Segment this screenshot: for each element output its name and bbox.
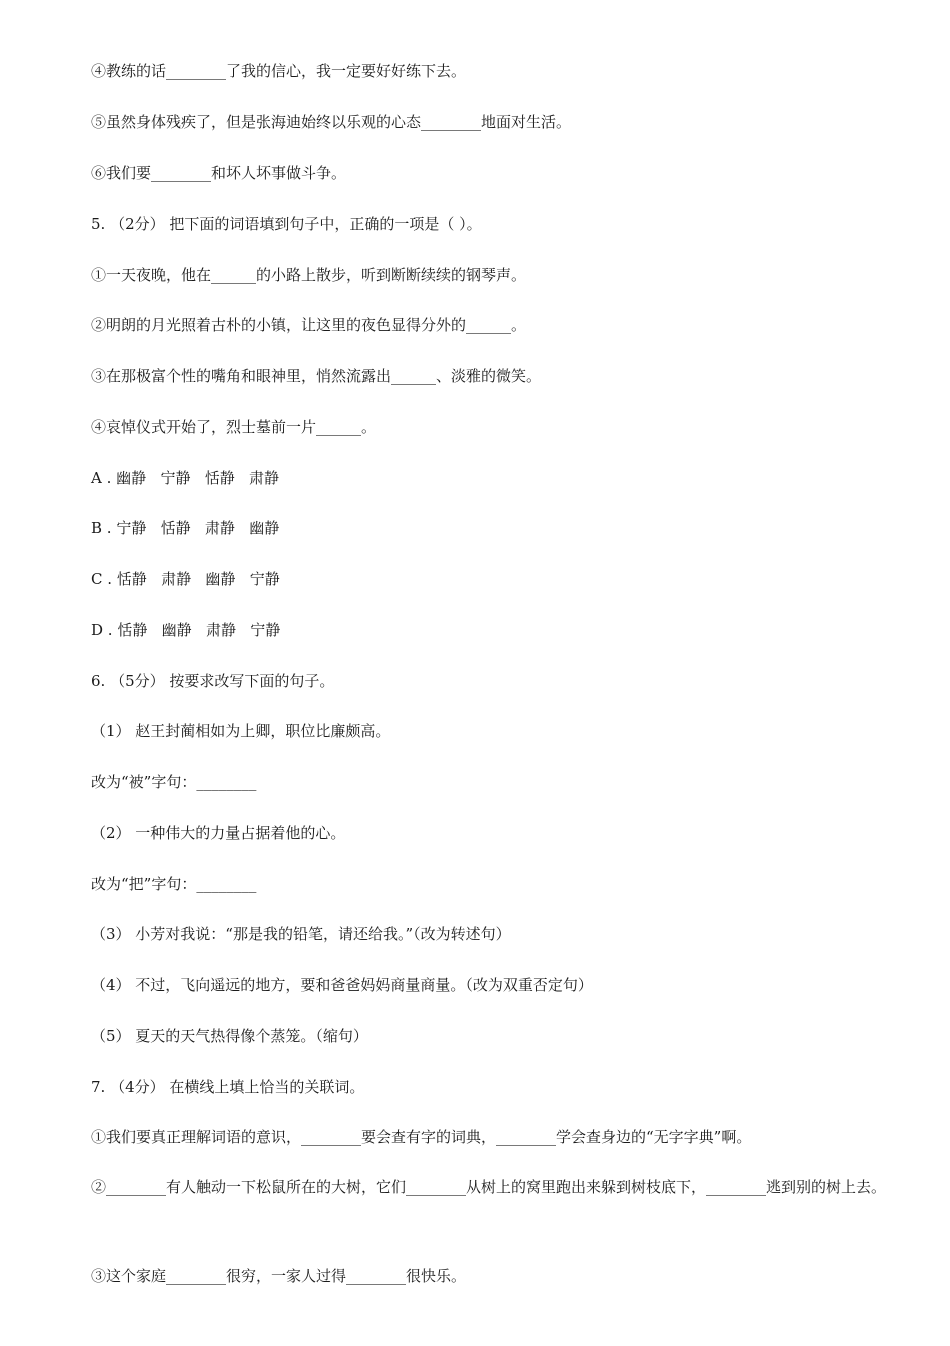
- question-5-sentence-1: ①一天夜晚，他在______的小路上散步，听到断断续续的钢琴声。: [91, 266, 527, 284]
- question-5-option-c: C . 恬静 肃静 幽静 宁静: [91, 570, 280, 588]
- question-5-option-d: D . 恬静 幽静 肃静 宁静: [91, 621, 281, 639]
- question-6-heading: 6. （5分） 按要求改写下面的句子。: [91, 672, 335, 690]
- question-5-sentence-4: ④哀悼仪式开始了，烈士墓前一片______。: [91, 418, 377, 436]
- question-5-heading: 5. （2分） 把下面的词语填到句子中，正确的一项是（ ）。: [91, 215, 482, 233]
- question-5-option-b: B . 宁静 恬静 肃静 幽静: [91, 519, 280, 537]
- question-6-item-2-answer: 改为“把”字句：________: [91, 875, 257, 893]
- question-7-item-1: ①我们要真正理解词语的意识，________要会查有字的词典，________学会查身边的“无字字典”啊。: [91, 1128, 752, 1146]
- question-6-item-1-answer: 改为“被”字句：________: [91, 773, 257, 791]
- question-6-item-4: （4） 不过，飞向遥远的地方，要和爸爸妈妈商量商量。（改为双重否定句）: [91, 976, 593, 994]
- line-q4-item6: ⑥我们要________和坏人坏事做斗争。: [91, 164, 347, 182]
- question-6-item-3: （3） 小芳对我说：“那是我的铅笔，请还给我。”（改为转述句）: [91, 925, 511, 943]
- question-6-item-2: （2） 一种伟大的力量占据着他的心。: [91, 824, 346, 842]
- line-q4-item4: ④教练的话________了我的信心，我一定要好好练下去。: [91, 62, 467, 80]
- question-6-item-5: （5） 夏天的天气热得像个蒸笼。（缩句）: [91, 1027, 368, 1045]
- question-5-option-a: A . 幽静 宁静 恬静 肃静: [91, 469, 280, 487]
- question-5-sentence-3: ③在那极富个性的嘴角和眼神里，悄然流露出______、淡雅的微笑。: [91, 367, 542, 385]
- question-7-item-3: ③这个家庭________很穷，一家人过得________很快乐。: [91, 1267, 467, 1285]
- question-5-sentence-2: ②明朗的月光照着古朴的小镇，让这里的夜色显得分外的______。: [91, 316, 527, 334]
- line-q4-item5: ⑤虽然身体残疾了，但是张海迪始终以乐观的心态________地面对生活。: [91, 113, 572, 131]
- question-7-heading: 7. （4分） 在横线上填上恰当的关联词。: [91, 1078, 365, 1096]
- question-7-item-2: ②________有人触动一下松鼠所在的大树，它们________从树上的窝里跑出来躲到树枝底下，________逃到别的树上去。: [91, 1178, 887, 1196]
- question-6-item-1: （1） 赵王封蔺相如为上卿，职位比廉颇高。: [91, 722, 391, 740]
